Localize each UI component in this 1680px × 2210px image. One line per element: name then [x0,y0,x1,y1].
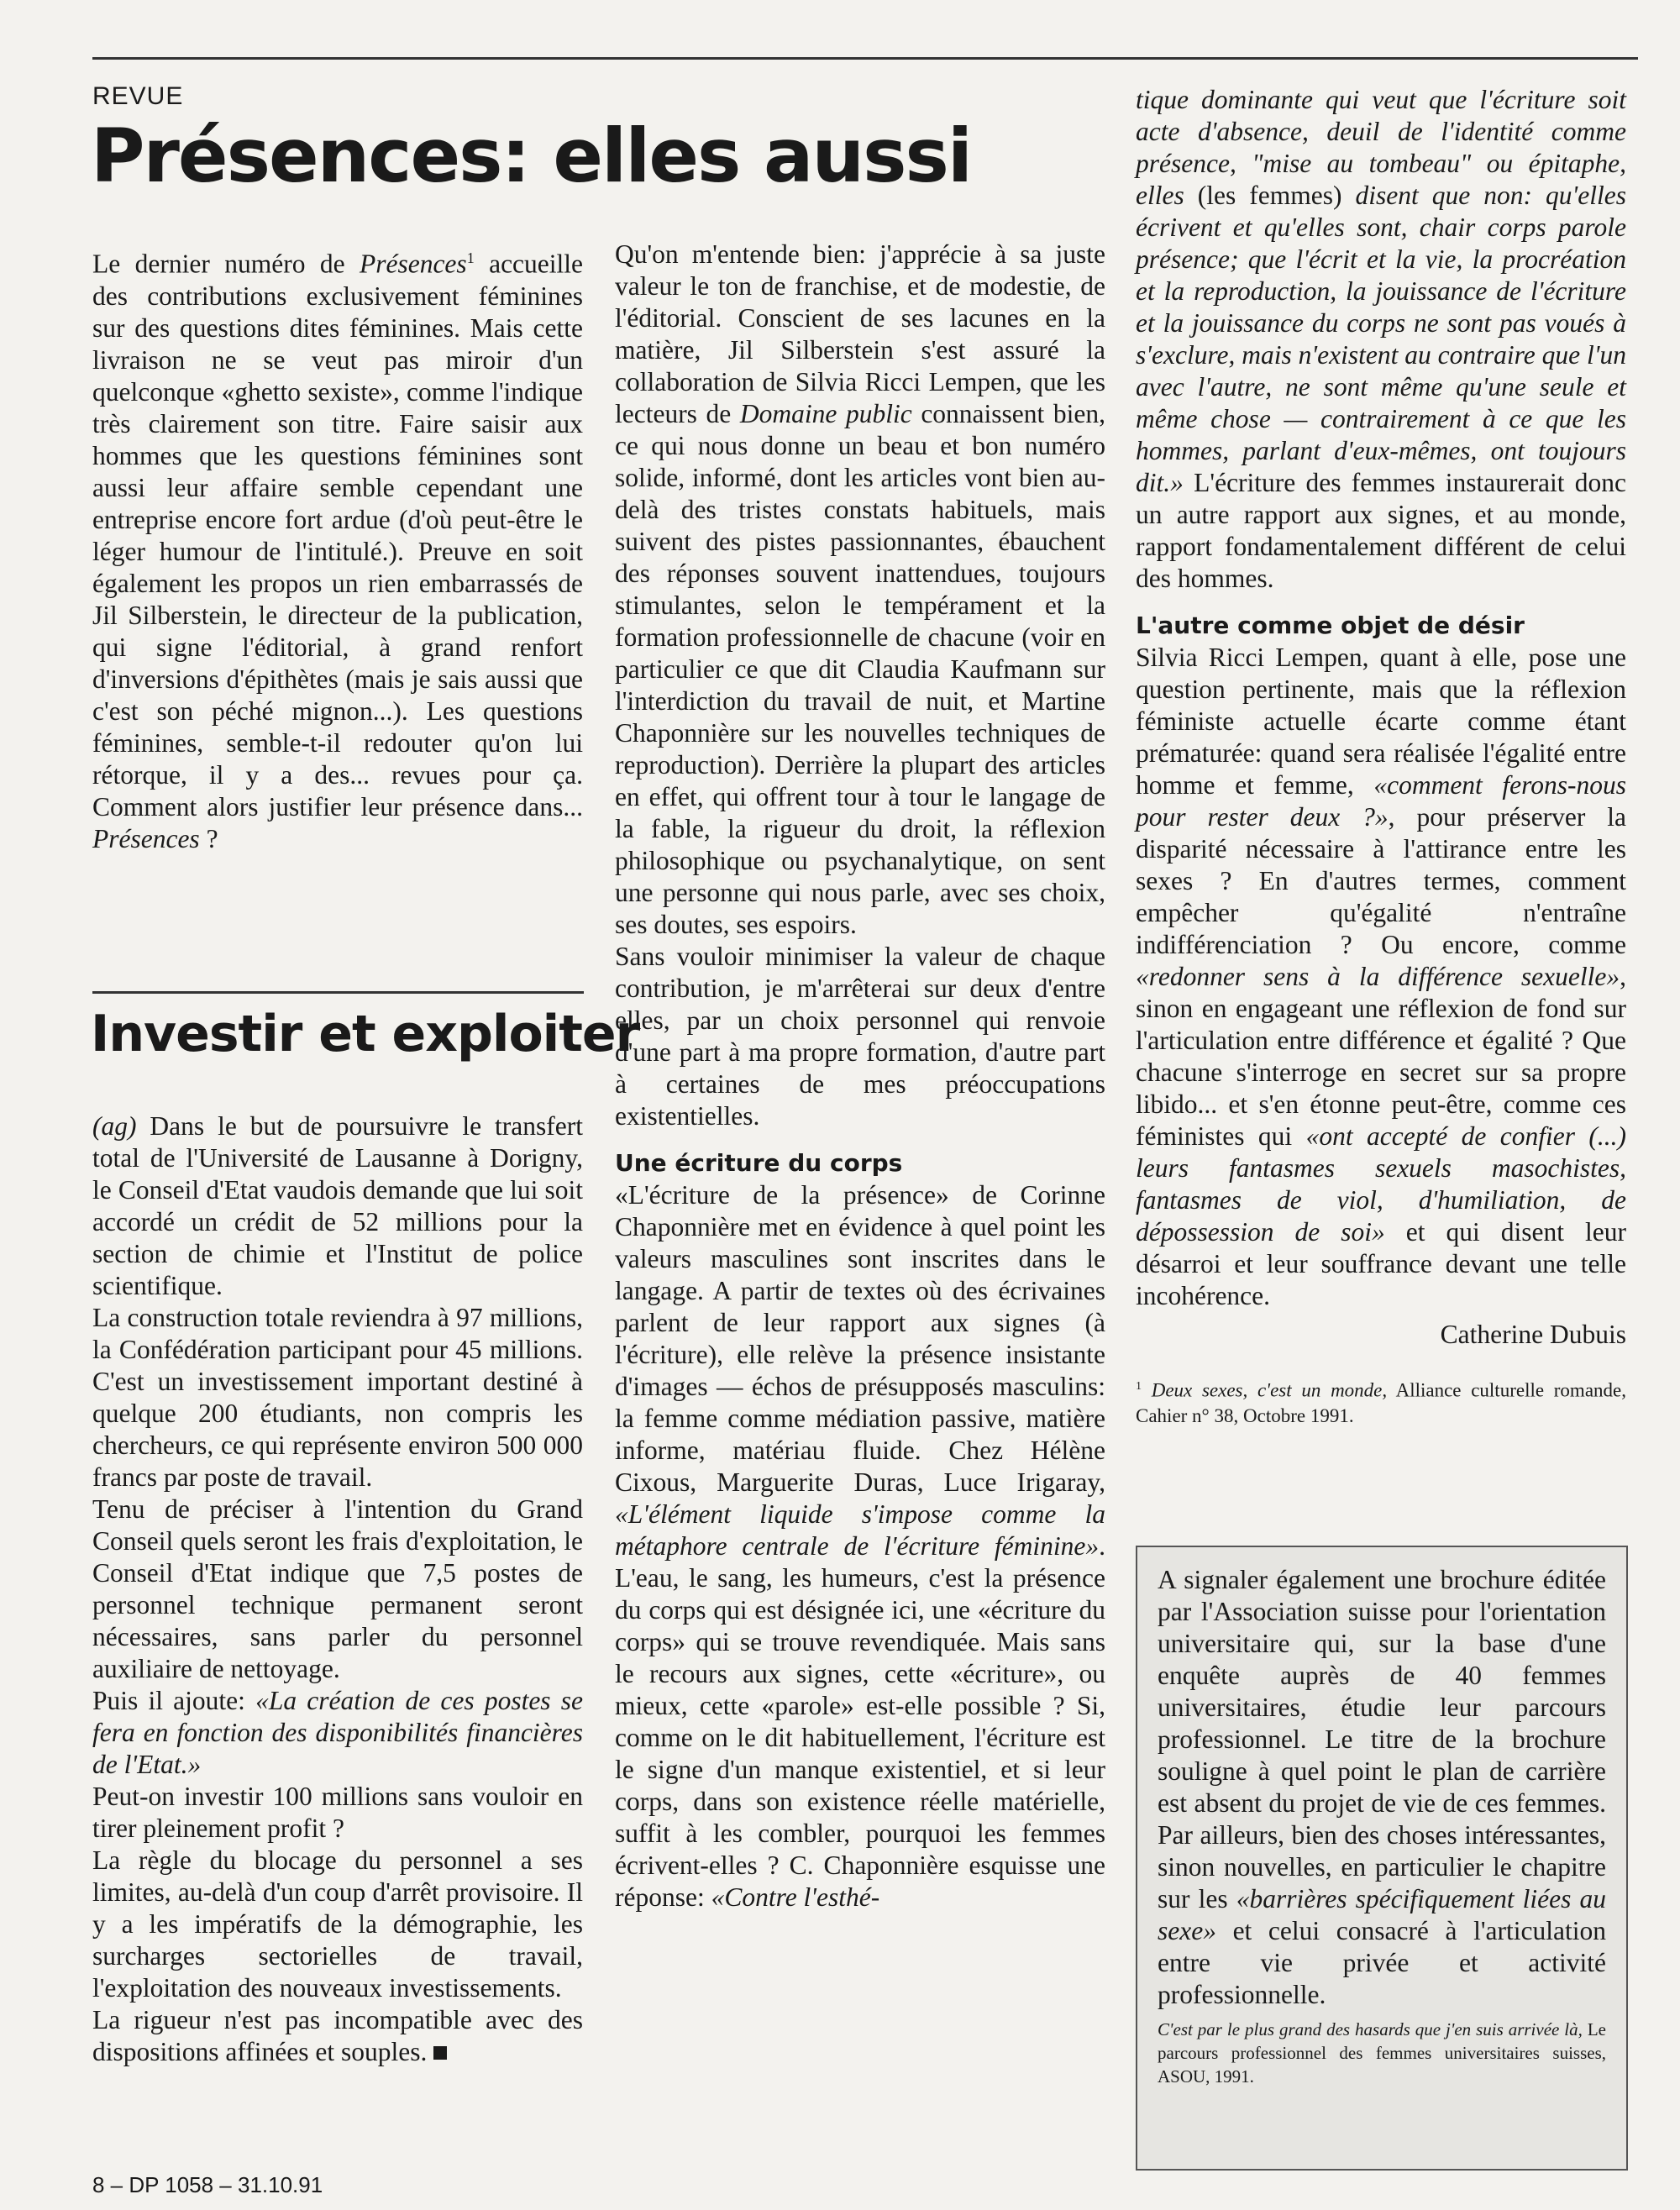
box-text: A signaler également une brochure éditée par l'Association suisse pour l'orientation universitaire qui, sur la base d'une enquête auprès de 40 femmes universitaires, étudie leur parcours professionnel. Le titre de la brochure souligne à quel point le plan de carrière est absent du projet de vie de ces femmes. Par ailleurs, bien des choses intéressantes, sinon nouvelles, en particulier le chapitre sur les «barrières spécifiquement liées au sexe» et celui consacré à l'articulation entre vie privée et activité professionnelle. [1158,1565,1606,2009]
paragraph: Puis il ajoute: «La création de ces postes se fera en fonction des disponibilités financières de l'Etat.» [92,1686,584,1779]
paragraph: La règle du blocage du personnel a ses limites, au-delà d'un coup d'arrêt provisoire. Il y a les impératifs de la démographie, les surcharges sectorielles de travail, l'exploitation des nouveaux investissements. [92,1845,583,2003]
section-label: REVUE [92,82,184,110]
sidebar-box [1136,1546,1628,2171]
paragraph: Qu'on m'entende bien: j'apprécie à sa juste valeur le ton de franchise, et de modestie, de l'éditorial. Conscient de ses lacunes en la matière, Jil Silberstein s'est assuré la collaboration de Silvia Ricci Lempen, que les lecteurs de Domaine public connaissent bien, ce qui nous donne un beau et bon numéro solide, informé, dont les articles vont bien au-delà des tristes constats habituels, mais suivent des pistes passionnantes, ébauchent des réponses souvent inattendues, toujours stimulantes, selon le tempérament et la formation professionnelle de chacune (voir en particulier ce que dit Claudia Kaufmann sur l'interdiction du travail de nuit, et Martine Chaponnière sur les nouvelles techniques de reproduction). Derrière la plupart des articles en effet, qui offrent tour à tour le langage de la fable, la rigueur du droit, la réflexion philosophique ou psychanalytique, on sent une personne qui nous parle, avec ses choix, ses doutes, ses espoirs. [615,239,1105,939]
paragraph: Sans vouloir minimiser la valeur de chaque contribution, je m'arrêterai sur deux d'entre elles, par un choix personnel qui renvoie d'une part à ma propre formation, d'autre part à certaines de mes préoccupations existentielles. [615,942,1105,1131]
article2-column [92,1110,583,2068]
paragraph: Silvia Ricci Lempen, quant à elle, pose une question pertinente, mais que la réflexion féministe actuelle écarte comme étant prématurée: quand sera réalisée l'égalité entre homme et femme, «comment ferons-nous pour rester deux ?», pour préserver la disparité nécessaire à l'attirance entre les sexes ? En d'autres termes, comment empêcher qu'égalité n'entraîne indifférenciation ? Ou encore, comme «redonner sens à la différence sexuelle», sinon en engageant une réflexion de fond sur l'articulation entre différence et égalité ? Que chacune s'interroge en secret sur sa propre libido... et s'en étonne peut-être, comme ces féministes qui «ont accepté de confier (...) leurs fantasmes sexuels masochistes, fantasmes de viol, d'humiliation, de dépossession de soi» et qui disent leur désarroi et leur souffrance devant une telle incohérence. [1136,643,1626,1310]
box-note: C'est par le plus grand des hasards que j'en suis arrivée là, Le parcours professionnel des femmes universitaires suisses, ASOU, 1991. [1158,2019,1607,2087]
author-signature: Catherine Dubuis [1440,1320,1626,1349]
subheading: Une écriture du corps [615,1149,903,1177]
article-title: Présences: elles aussi [91,113,972,199]
top-rule [92,57,1638,60]
article2-title: Investir et exploiter [91,1005,640,1063]
paragraph: tique dominante qui veut que l'écriture soit acte d'absence, deuil de l'identité comme présence, "mise au tombeau" ou épitaphe, elles (les femmes) disent que non: qu'elles écrivent et qu'elles sont, chair corps parole présence; que l'écrit et la vie, la procréation et la reproduction, la jouissance de l'écriture et la jouissance du corps ne sont pas voués à s'exclure, mais n'existent au contraire que l'un avec l'autre, ne sont même qu'une seule et même chose — contrairement à ce que les hommes, parlant d'eux-mêmes, ont toujours dit.» L'écriture des femmes instaurerait donc un autre rapport aux signes, et au monde, rapport fondamentalement différent de celui des hommes. [1136,85,1626,593]
paragraph: La rigueur n'est pas incompatible avec des dispositions affinées et souples. [92,2005,583,2066]
paragraph: «L'écriture de la présence» de Corinne Chaponnière met en évidence à quel point les valeurs masculines sont inscrites dans le langage. A partir de textes où des écrivaines parlent de leur rapport aux signes (à l'écriture), elle relève la présence insistante d'images — échos de présupposés masculins: la femme comme médiation passive, matière informe, matériau fluide. Chez Hélène Cixous, Marguerite Duras, Luce Irigaray, «L'élément liquide s'impose comme la métaphore centrale de l'écriture féminine». L'eau, le sang, les humeurs, c'est la présence du corps qui est désignée ici, une «écriture du corps» qui se trouve revendiquée. Mais sans le recours aux signes, cette «écriture», ou mieux, cette «parole» est-elle possible ? Si, comme on le dit habituellement, l'écriture est le signe d'un manque existentiel, et si leur corps, dans son existence réelle matérielle, suffit à les combler, pourquoi les femmes écrivent-elles ? C. Chaponnière esquisse une réponse: «Contre l'esthé- [615,1180,1105,1912]
footnote: $^1$ Deux sexes, c'est un monde, Alliance culturelle romande, Cahier n° 38, Octobre 1991. [1136,1379,1626,1426]
paragraph: Le dernier numéro de Présences$^1$ accueille des contributions exclusivement féminines sur des questions dites féminines. Mais cette livraison ne se veut pas miroir d'un quelconque «ghetto sexiste», comme l'indique très clairement son titre. Faire saisir aux hommes que les questions féminines sont aussi leur affaire semble cependant une entreprise encore fort ardue (d'où peut-être le léger humour de l'intitulé.). Preuve en soit également les propos un rien embarrassés de Jil Silberstein, le directeur de la publication, qui signe l'éditorial, à grand renfort d'inversions d'épithètes (mais je sais aussi que c'est son péché mignon...). Les questions féminines, semble-t-il redouter qu'on lui rétorque, il y a des... revues pour ça. Comment alors justifier leur présence dans... Présences ? [92,249,583,853]
end-mark-icon [433,2046,447,2060]
article1-column-1 [92,242,583,855]
subheading: L'autre comme objet de désir [1136,612,1525,639]
paragraph: Tenu de préciser à l'intention du Grand Conseil quels seront les frais d'exploitation, le Conseil d'Etat indique que 7,5 postes de personnel technique permanent seront nécessaires, sans parler du personnel auxiliaire de nettoyage. [92,1494,583,1683]
article1-column-3 [1136,84,1626,1429]
section-divider [92,991,584,994]
paragraph: (ag) Dans le but de poursuivre le transfert total de l'Université de Lausanne à Dorigny, le Conseil d'Etat vaudois demande que lui soit accordé un crédit de 52 millions pour la section de chimie et l'Institut de police scientifique. [92,1111,583,1300]
article1-column-2 [615,239,1105,1913]
paragraph: Peut-on investir 100 millions sans vouloir en tirer pleinement profit ? [92,1782,583,1843]
footnote-ref: 1 [466,249,475,266]
page-folio: 8 – DP 1058 – 31.10.91 [92,2172,323,2197]
paragraph: La construction totale reviendra à 97 millions, la Confédération participant pour 45 millions. C'est un investissement important destiné à quelque 200 étudiants, non compris les chercheurs, ce qui représente environ 500 000 francs par poste de travail. [92,1303,583,1492]
